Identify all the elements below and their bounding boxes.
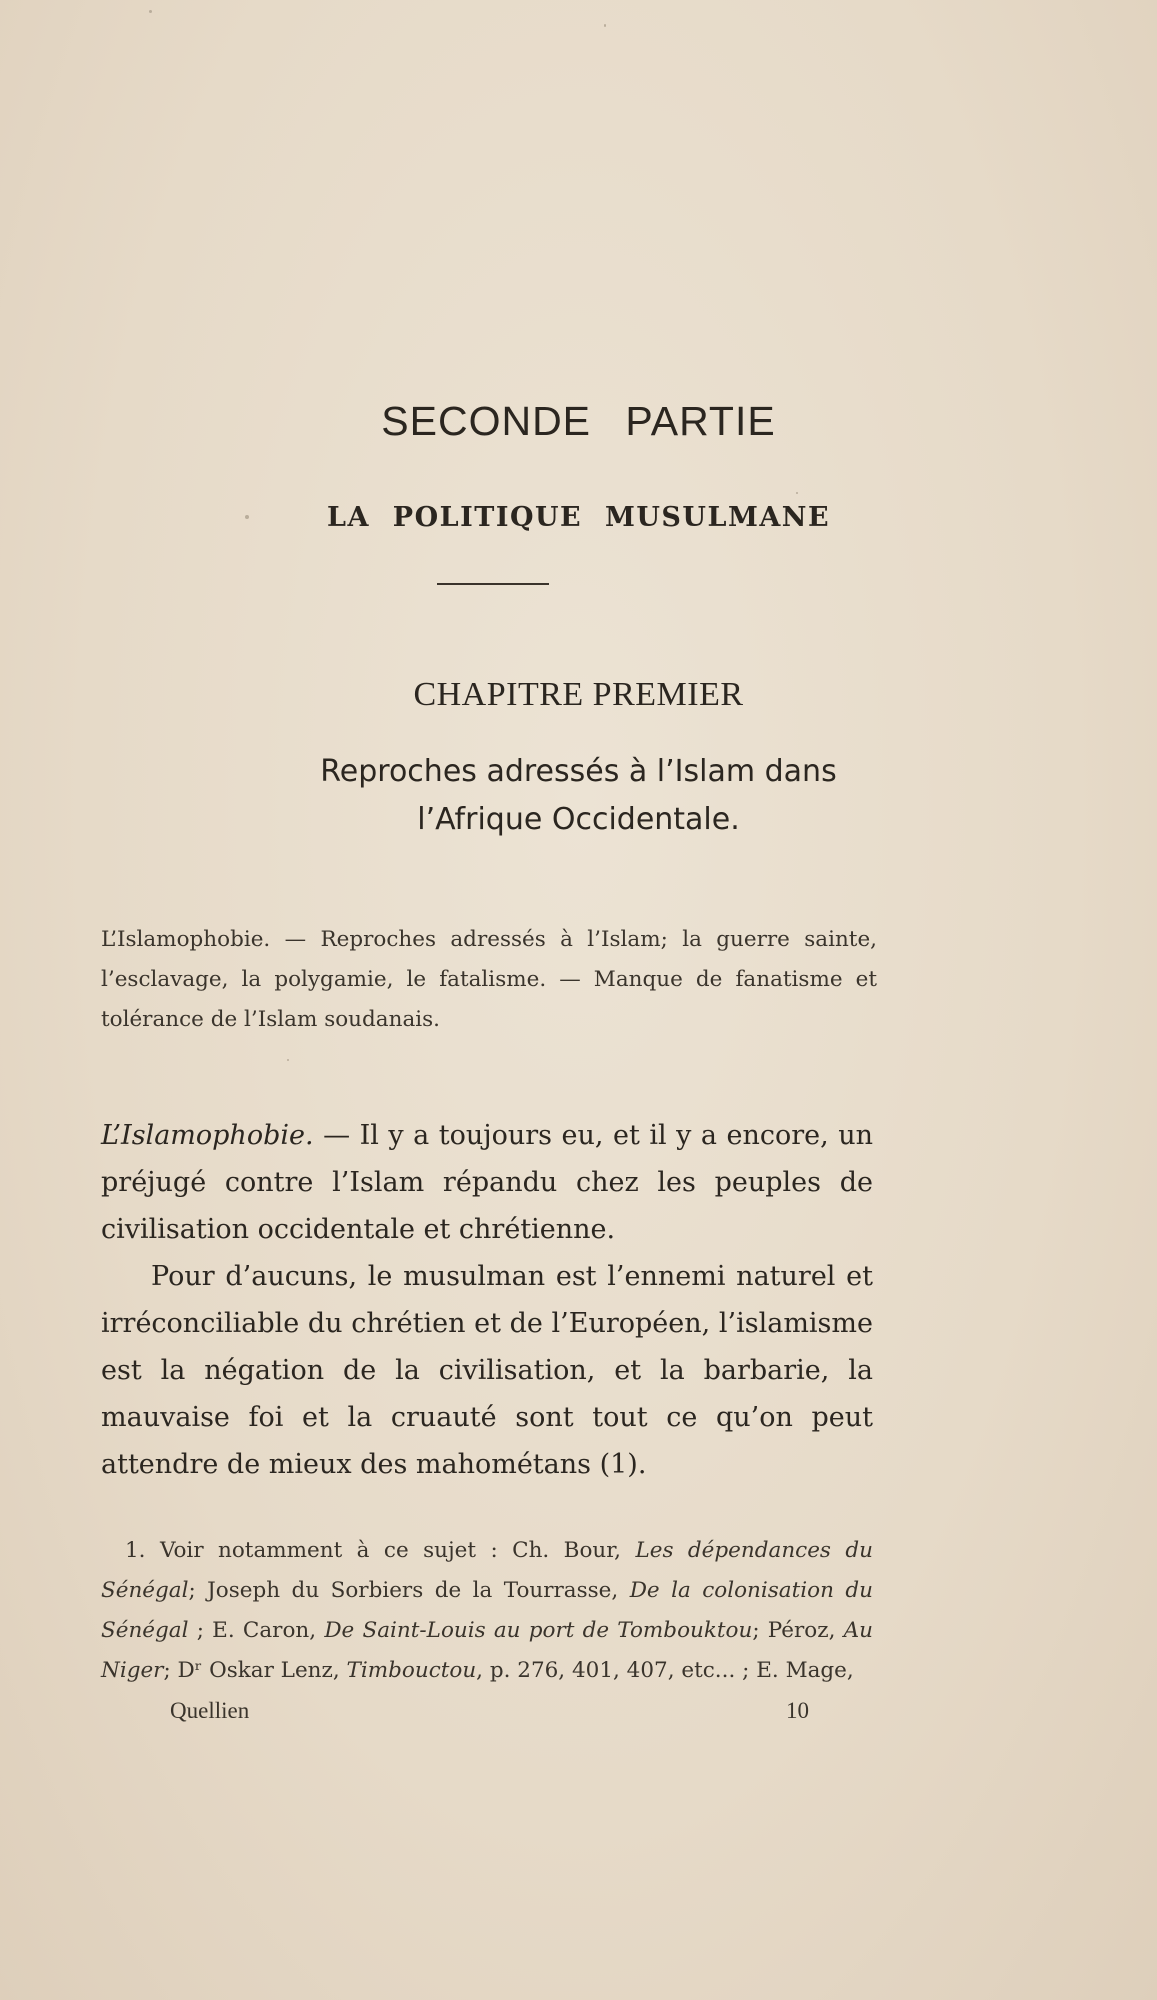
footnote-title-3: De Saint-Louis au port de Tombouktou <box>324 1618 753 1643</box>
footnote <box>101 1531 873 1691</box>
paper-speck <box>287 1059 289 1061</box>
footnote-title-4: Au Niger <box>101 1618 873 1683</box>
footnote-reference: (1). <box>599 1449 647 1480</box>
footnote-title-1: Les dépendances du Sénégal <box>101 1538 873 1603</box>
chapter-summary: L’Islamophobie. — Reproches adressés à l’Islam; la guerre sainte, l’esclavage, la polygamie, le fatalisme. — Manque de fanatisme et tolérance de l’Islam soudanais. <box>101 927 877 1032</box>
paragraph-1 <box>101 1112 873 1253</box>
sheet-number: 10 <box>786 1698 809 1723</box>
chapter-heading-line-2: l’Afrique Occidentale. <box>417 802 740 837</box>
chapter-heading-line-1: Reproches adressés à l’Islam dans <box>320 754 837 789</box>
part-title: SECONDE PARTIE <box>381 398 776 444</box>
paragraph-1-text: — Il y a toujours eu, et il y a encore, un préjugé contre l’Islam répandu chez les peuples de civilisation occidentale et chrétienne. <box>101 1120 873 1245</box>
separator-rule <box>437 583 549 585</box>
footnote-text-5: ; Dʳ Oskar Lenz, <box>163 1658 347 1683</box>
chapter-heading <box>0 748 1157 844</box>
paper-speck <box>604 24 606 27</box>
paragraph-2-text: Pour d’aucuns, le musulman est l’ennemi naturel et irréconciliable du chrétien et de l’Européen, l’islamisme est la négation de la civilisation, et la barbarie, la mauvaise foi et la cruauté sont tout ce qu’on peut attendre de mieux des mahométans <box>101 1261 873 1480</box>
body-text <box>101 1112 873 1488</box>
footnote-title-2: De la colonisation du Sénégal <box>101 1578 873 1643</box>
footnote-text-1: 1. Voir notamment à ce sujet : Ch. Bour, <box>125 1538 636 1563</box>
footnote-text-6: , p. 276, 401, 407, etc... ; E. Mage, <box>476 1658 854 1683</box>
paper-speck <box>796 492 798 494</box>
section-lead: L’Islamophobie. <box>101 1120 314 1151</box>
footnote-text-2: ; Joseph du Sorbiers de la Tourrasse, <box>188 1578 630 1603</box>
part-subtitle: LA POLITIQUE MUSULMANE <box>326 502 831 533</box>
chapter-title: CHAPITRE PREMIER <box>413 676 744 713</box>
footnote-title-5: Timbouctou <box>346 1658 477 1683</box>
paper-speck <box>149 10 152 13</box>
footnote-text-3: ; E. Caron, <box>188 1618 325 1643</box>
paragraph-2 <box>101 1253 873 1488</box>
footnote-text-4: ; Péroz, <box>752 1618 844 1643</box>
paper-speck <box>245 515 249 519</box>
signature-mark: Quellien <box>170 1698 250 1723</box>
